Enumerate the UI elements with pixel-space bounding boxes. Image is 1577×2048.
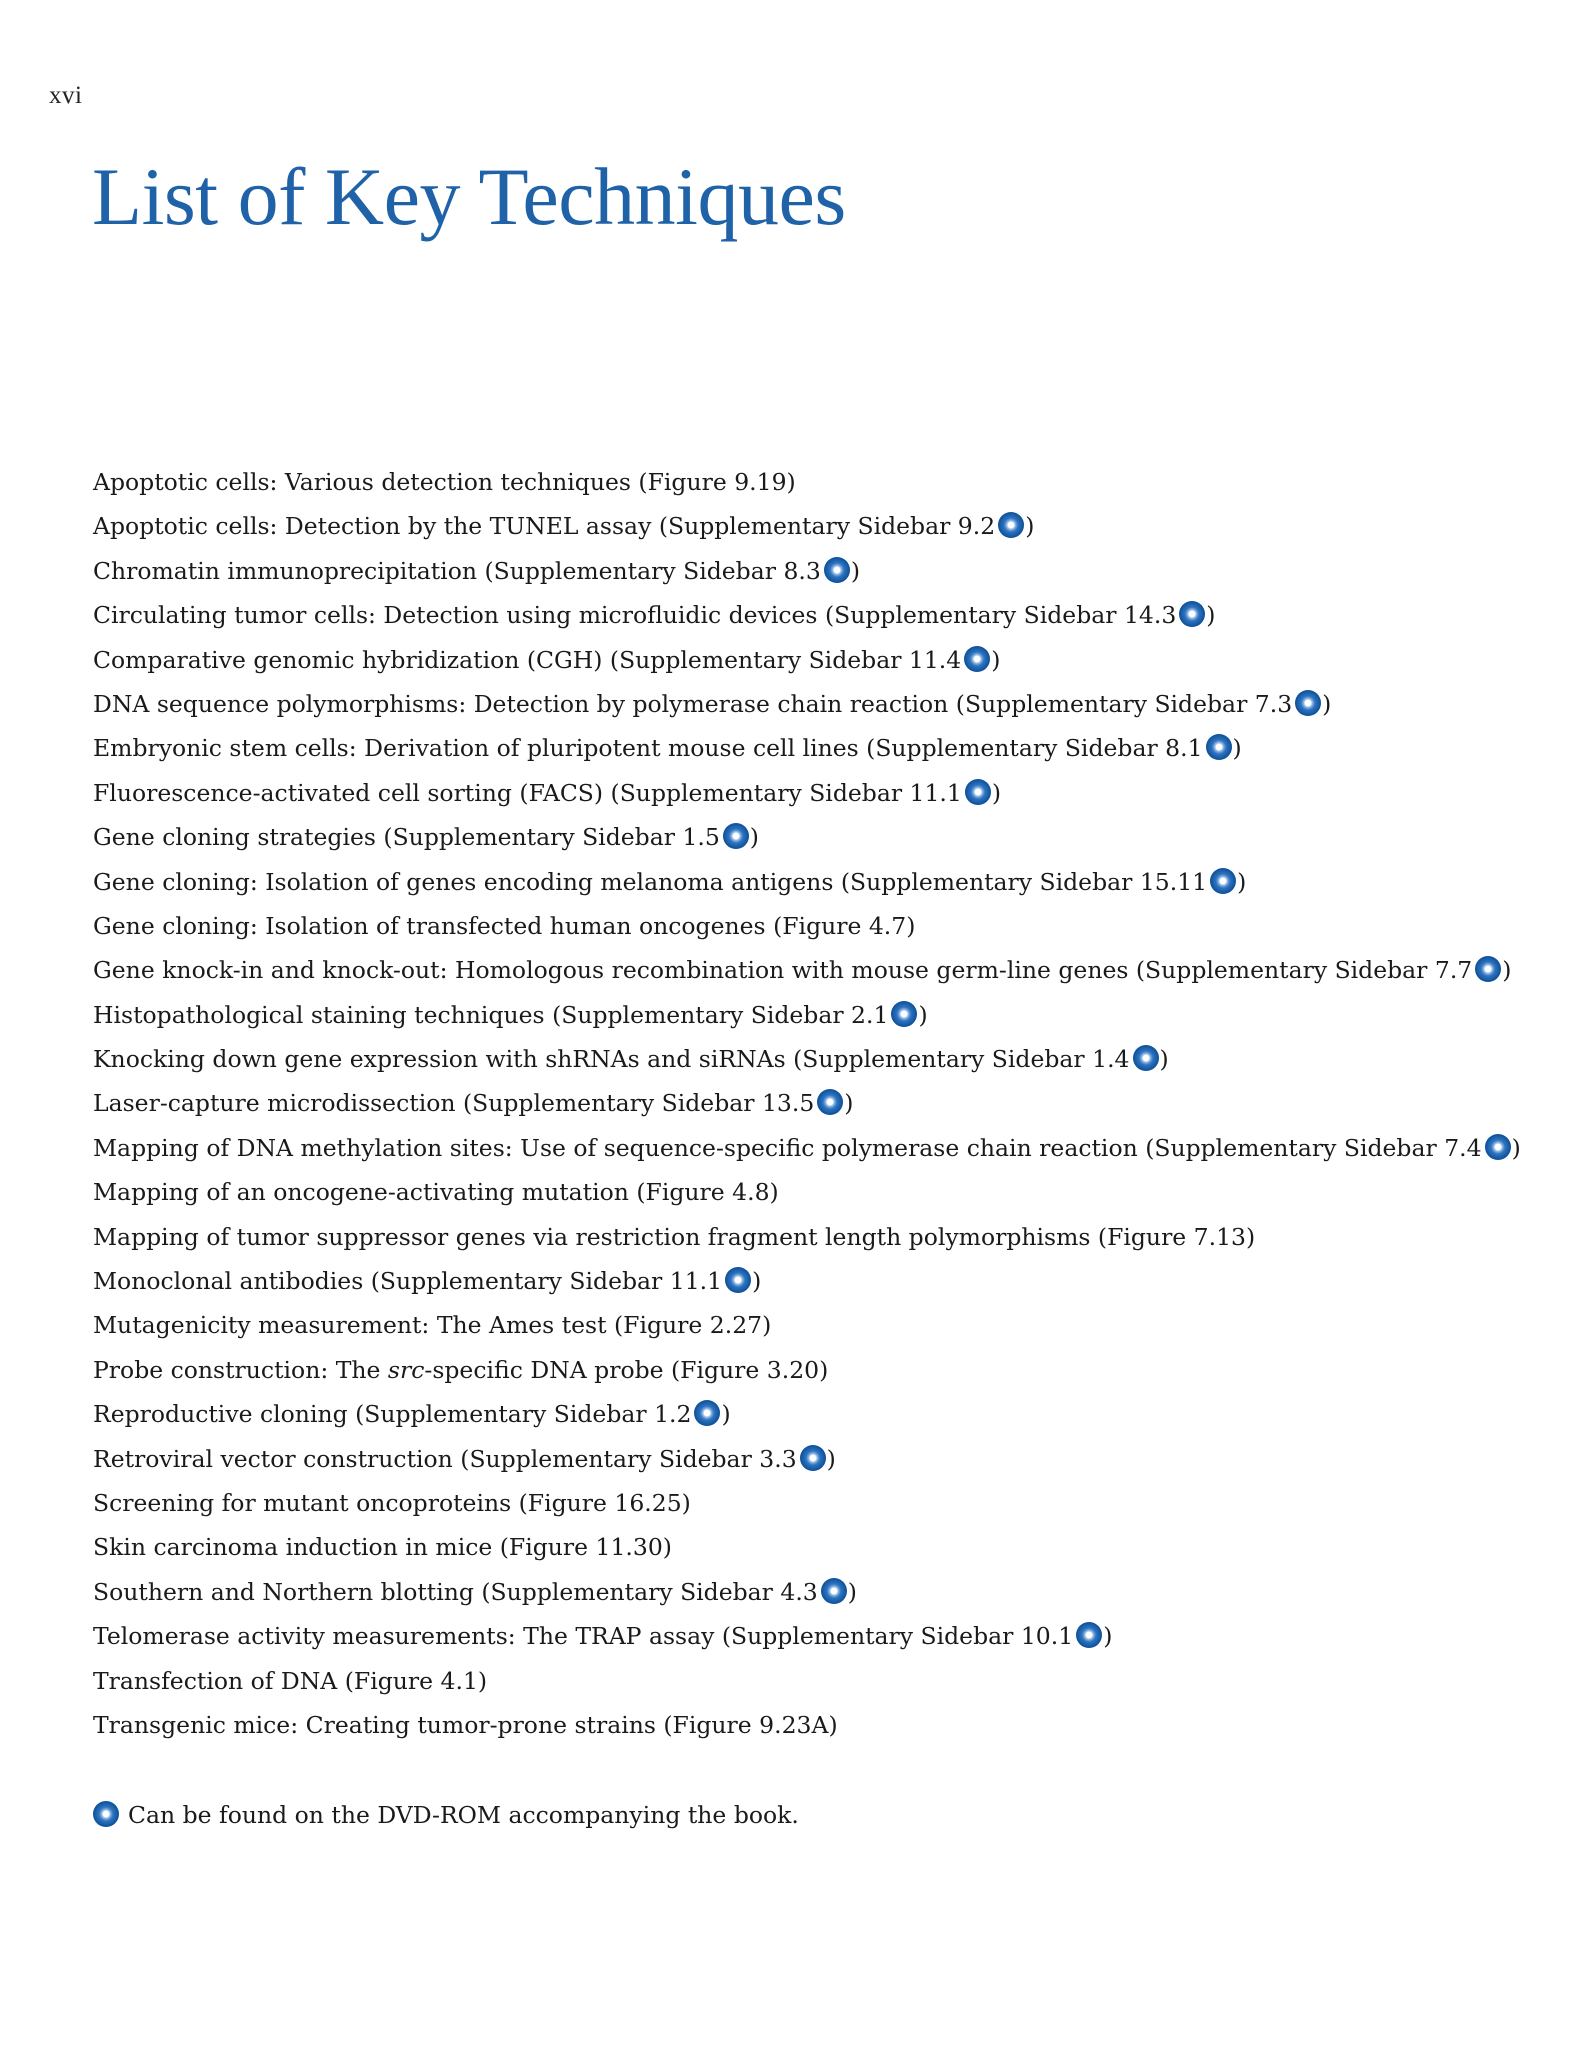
closing-parenthesis: )	[991, 778, 1002, 807]
technique-entry	[93, 1659, 1533, 1703]
dvd-disc-icon	[965, 779, 991, 805]
closing-parenthesis: )	[1103, 1622, 1113, 1651]
technique-entry	[93, 504, 1533, 548]
technique-entry	[93, 1437, 1533, 1481]
technique-entry-text: Reproductive cloning (Supplementary Sidebar 1.2	[93, 1400, 692, 1429]
technique-entry	[93, 948, 1533, 992]
technique-entry	[93, 726, 1533, 770]
technique-entry-text: Skin carcinoma induction in mice (Figure 11.30)	[93, 1533, 672, 1562]
technique-entry-text: Mapping of an oncogene-activating mutation (Figure 4.8)	[93, 1178, 779, 1207]
technique-entry-text: Transfection of DNA (Figure 4.1)	[93, 1666, 488, 1695]
technique-entry-text: Apoptotic cells: Detection by the TUNEL assay (Supplementary Sidebar 9.2	[93, 512, 996, 541]
technique-entry	[93, 771, 1533, 815]
technique-entry	[93, 1170, 1533, 1214]
technique-entry-text: Comparative genomic hybridization (CGH) (Supplementary Sidebar 11.4	[93, 645, 962, 674]
closing-parenthesis: )	[1025, 512, 1035, 541]
footnote-text: Can be found on the DVD-ROM accompanying the book.	[128, 1801, 799, 1829]
technique-entry	[93, 593, 1533, 637]
technique-entry-text: Transgenic mice: Creating tumor-prone strains (Figure 9.23A)	[93, 1710, 838, 1739]
technique-entry	[93, 1525, 1533, 1569]
dvd-disc-icon	[824, 557, 850, 583]
technique-entry	[93, 904, 1533, 948]
technique-entry-text: Gene cloning: Isolation of genes encoding melanoma antigens (Supplementary Sidebar 15.11	[93, 867, 1208, 896]
footnote	[93, 1795, 799, 1835]
closing-parenthesis: )	[1511, 1133, 1521, 1162]
dvd-disc-icon	[93, 1801, 119, 1827]
dvd-disc-icon	[723, 823, 749, 849]
technique-entry	[93, 1348, 1533, 1392]
technique-entry-text: Gene cloning: Isolation of transfected human oncogenes (Figure 4.7)	[93, 911, 916, 940]
technique-entry-text: Gene cloning strategies (Supplementary Sidebar 1.5	[93, 823, 720, 852]
technique-entry-text: Retroviral vector construction (Supplementary Sidebar 3.3	[93, 1444, 797, 1473]
technique-entry-text: Mutagenicity measurement: The Ames test (Figure 2.27)	[93, 1311, 772, 1340]
technique-entry	[93, 638, 1533, 682]
closing-parenthesis: )	[847, 1577, 857, 1606]
technique-entry-text: Chromatin immunoprecipitation (Supplementary Sidebar 8.3	[93, 556, 821, 585]
dvd-disc-icon	[1133, 1045, 1159, 1071]
closing-parenthesis: )	[749, 823, 759, 852]
technique-entry	[93, 1303, 1533, 1347]
technique-entry	[93, 1215, 1533, 1259]
closing-parenthesis: )	[1206, 601, 1216, 630]
technique-entry-text: Monoclonal antibodies (Supplementary Sidebar 11.1	[93, 1267, 723, 1296]
closing-parenthesis: )	[1502, 956, 1512, 985]
technique-entry	[93, 1570, 1533, 1614]
closing-parenthesis: )	[1322, 689, 1332, 718]
technique-entry	[93, 460, 1533, 504]
dvd-disc-icon	[817, 1089, 843, 1115]
dvd-disc-icon	[891, 1001, 917, 1027]
closing-parenthesis: )	[1159, 1045, 1169, 1074]
technique-entry	[93, 1703, 1533, 1747]
closing-parenthesis: )	[850, 556, 860, 585]
closing-parenthesis: )	[844, 1089, 854, 1118]
technique-entry	[93, 1259, 1533, 1303]
technique-entry	[93, 549, 1533, 593]
technique-entry	[93, 993, 1533, 1037]
dvd-disc-icon	[800, 1445, 826, 1471]
dvd-disc-icon	[1485, 1134, 1511, 1160]
technique-entry-text: Histopathological staining techniques (Supplementary Sidebar 2.1	[93, 1000, 889, 1029]
technique-entry-text: Screening for mutant oncoproteins (Figure 16.25)	[93, 1488, 691, 1517]
dvd-disc-icon	[964, 646, 990, 672]
closing-parenthesis: )	[1237, 867, 1247, 896]
dvd-disc-icon	[1179, 601, 1205, 627]
technique-entry-text: Gene knock-in and knock-out: Homologous recombination with mouse germ-line genes (Supplementary Sidebar 7.7	[93, 956, 1473, 985]
closing-parenthesis: )	[752, 1267, 762, 1296]
technique-entry	[93, 1392, 1533, 1436]
technique-entry-text: Telomerase activity measurements: The TRAP assay (Supplementary Sidebar 10.1	[93, 1622, 1074, 1651]
technique-entry-text: Probe construction: The src-specific DNA probe (Figure 3.20)	[93, 1355, 829, 1384]
dvd-disc-icon	[998, 512, 1024, 538]
techniques-list	[93, 460, 1533, 1747]
technique-entry	[93, 1037, 1533, 1081]
technique-entry	[93, 682, 1533, 726]
dvd-disc-icon	[1295, 690, 1321, 716]
technique-entry	[93, 1081, 1533, 1125]
dvd-disc-icon	[821, 1578, 847, 1604]
dvd-disc-icon	[1076, 1622, 1102, 1648]
page-number: xvi	[49, 82, 83, 109]
technique-entry	[93, 815, 1533, 859]
closing-parenthesis: )	[721, 1400, 731, 1429]
closing-parenthesis: )	[918, 1000, 928, 1029]
technique-entry-text: DNA sequence polymorphisms: Detection by polymerase chain reaction (Supplementary Sidebar 7.3	[93, 689, 1293, 718]
closing-parenthesis: )	[826, 1444, 836, 1473]
technique-entry	[93, 1481, 1533, 1525]
technique-entry-text: Circulating tumor cells: Detection using microfluidic devices (Supplementary Sidebar 14.3	[93, 601, 1177, 630]
dvd-disc-icon	[725, 1267, 751, 1293]
dvd-disc-icon	[1206, 734, 1232, 760]
technique-entry	[93, 860, 1533, 904]
technique-entry-text: Embryonic stem cells: Derivation of pluripotent mouse cell lines (Supplementary Sidebar 8.1	[93, 734, 1203, 763]
closing-parenthesis: )	[991, 645, 1001, 674]
technique-entry	[93, 1126, 1533, 1170]
technique-entry-text: Southern and Northern blotting (Supplementary Sidebar 4.3	[93, 1577, 818, 1606]
technique-entry-text: Laser-capture microdissection (Supplementary Sidebar 13.5	[93, 1089, 815, 1118]
technique-entry-text: Fluorescence-activated cell sorting (FACS) (Supplementary Sidebar 11.1	[93, 778, 962, 807]
technique-entry-text: Mapping of tumor suppressor genes via restriction fragment length polymorphisms (Figure 7.13)	[93, 1222, 1256, 1251]
technique-entry	[93, 1614, 1533, 1658]
page-title: List of Key Techniques	[92, 151, 846, 242]
closing-parenthesis: )	[1232, 734, 1242, 763]
technique-entry-text: Mapping of DNA methylation sites: Use of sequence-specific polymerase chain reaction (Supplementary Sidebar 7.4	[93, 1133, 1482, 1162]
dvd-disc-icon	[1210, 868, 1236, 894]
technique-entry-text: Knocking down gene expression with shRNAs and siRNAs (Supplementary Sidebar 1.4	[93, 1045, 1130, 1074]
technique-entry-text: Apoptotic cells: Various detection techniques (Figure 9.19)	[93, 468, 796, 496]
dvd-disc-icon	[694, 1400, 720, 1426]
dvd-disc-icon	[1475, 956, 1501, 982]
